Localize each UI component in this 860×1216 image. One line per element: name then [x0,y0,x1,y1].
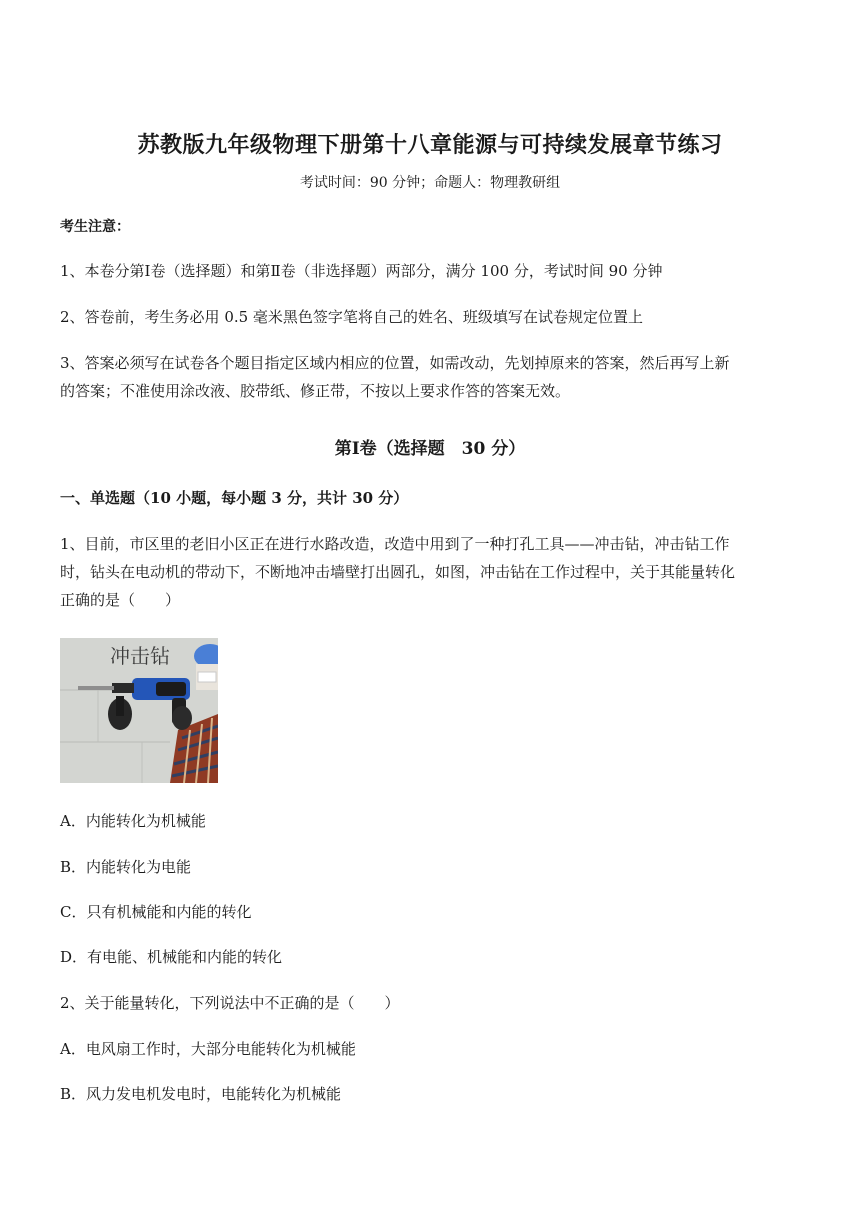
notice-item: 1、本卷分第Ⅰ卷（选择题）和第Ⅱ卷（非选择题）两部分，满分 100 分，考试时间 90 分钟 [60,262,663,280]
question-1-option-a: A．内能转化为机械能 [60,812,206,830]
notice-heading: 考生注意： [60,219,130,235]
notice-item: 3、答案必须写在试卷各个题目指定区域内相应的位置，如需改动，先划掉原来的答案，然后再写上新 [60,354,730,372]
notice-item: 2、答卷前，考生务必用 0.5 毫米黑色签字笔将自己的姓名、班级填写在试卷规定位置上 [60,308,643,326]
question-2-stem: 2、关于能量转化，下列说法中不正确的是（ ） [60,994,400,1012]
question-1-option-c: C．只有机械能和内能的转化 [60,903,252,921]
section-title: 第Ⅰ卷（选择题 30 分） [334,439,526,459]
question-2-option-a: A．电风扇工作时，大部分电能转化为机械能 [60,1040,356,1058]
impact-drill-photo [60,638,218,783]
notice-item-continued: 的答案；不准使用涂改液、胶带纸、修正带，不按以上要求作答的答案无效。 [60,382,571,400]
question-1-option-d: D．有电能、机械能和内能的转化 [60,948,283,966]
question-1-stem: 时，钻头在电动机的带动下，不断地冲击墙壁打出圆孔，如图，冲击钻在工作过程中，关于其能量转化 [60,563,736,581]
exam-info: 考试时间：90 分钟；命题人：物理教研组 [299,175,561,191]
part-heading: 一、单选题（10 小题，每小题 3 分，共计 30 分） [60,489,409,507]
question-1-option-b: B．内能转化为电能 [60,858,192,876]
question-1-stem: 正确的是（ ） [60,591,181,609]
figure-label: 冲击钻 [110,644,170,668]
question-2-option-b: B．风力发电机发电时，电能转化为机械能 [60,1085,342,1103]
question-1-stem: 1、目前，市区里的老旧小区正在进行水路改造，改造中用到了一种打孔工具——冲击钻，冲击钻工作 [60,535,730,553]
page-title: 苏教版九年级物理下册第十八章能源与可持续发展章节练习 [137,133,723,158]
